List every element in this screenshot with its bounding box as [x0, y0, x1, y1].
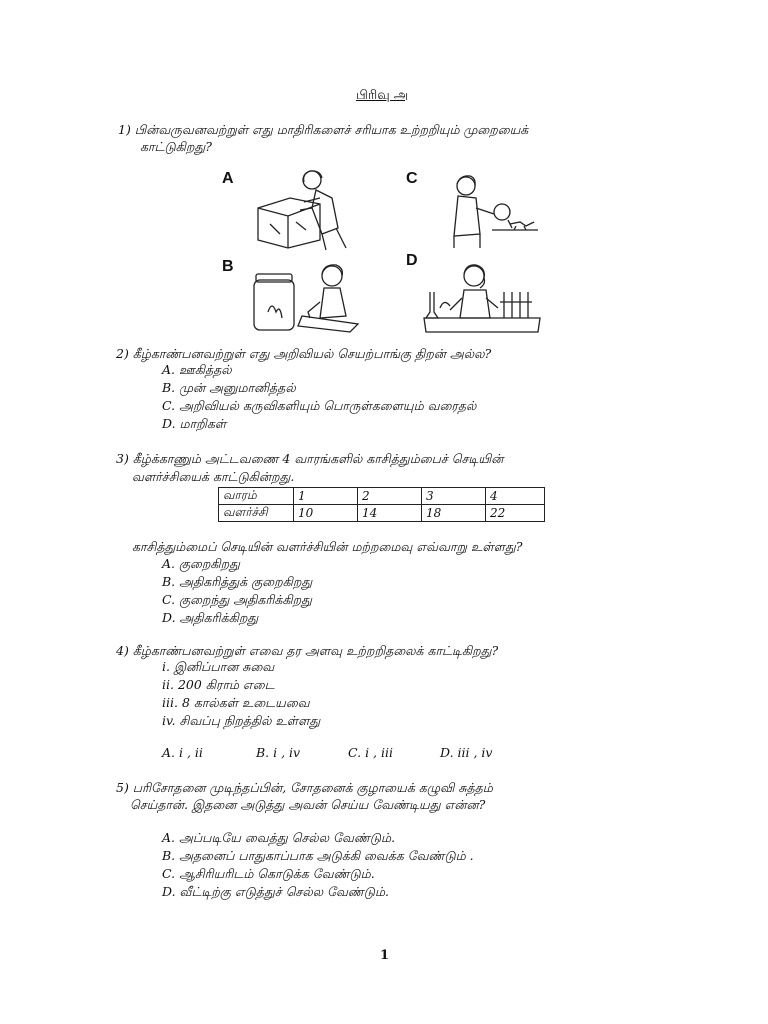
figure-label-b: B	[222, 258, 234, 275]
q5-option-a: A. அப்படியே வைத்து செல்ல வேண்டும்.	[162, 830, 396, 845]
q5-stem-line2: செய்தான். இதனை அடுத்து அவன் செய்ய வேண்டியது என்ன?	[130, 797, 486, 812]
q4-item-i: i. இனிப்பான சுவை	[162, 659, 275, 674]
table-cell: வாரம்	[219, 488, 294, 505]
q5-option-d: D. வீட்டிற்கு எடுத்துச் செல்ல வேண்டும்.	[162, 884, 389, 899]
table-row	[219, 505, 545, 522]
q5-option-c: C. ஆசிரியரிடம் கொடுக்க வேண்டும்.	[162, 866, 375, 881]
table-cell: 2	[358, 488, 422, 505]
q4-choice-c: C. i , iii	[348, 745, 393, 760]
illustration-d	[420, 262, 544, 342]
q4-item-iii: iii. 8 கால்கள் உடையவை	[162, 695, 310, 710]
q5-stem-line1: 5) பரிசோதனை முடிந்தப்பின், சோதனைக் குழாயைக் கழுவி சுத்தம்	[116, 780, 493, 795]
table-cell: வளர்ச்சி	[219, 505, 294, 522]
table-cell: 14	[358, 505, 422, 522]
table-cell: 18	[422, 505, 486, 522]
q2-stem: 2) கீழ்காண்பனவற்றுள் எது அறிவியல் செயற்பாங்கு திறன் அல்ல?	[116, 346, 492, 361]
q4-item-iv: iv. சிவப்பு நிறத்தில் உள்ளது	[162, 713, 321, 728]
q1-stem-line1: 1) பின்வருவனவற்றுள் எது மாதிரிகளைச் சரியாக உற்றறியும் முறையைக்	[118, 122, 529, 137]
q5-option-b: B. அதனைப் பாதுகாப்பாக அடுக்கி வைக்க வேண்டும் .	[162, 848, 474, 863]
table-row	[219, 488, 545, 505]
q3-stem-line1: 3) கீழ்க்காணும் அட்டவணை 4 வாரங்களில் காசித்தும்பைச் செடியின்	[116, 451, 504, 466]
q2-option-a: A. ஊகித்தல்	[162, 362, 232, 377]
table-cell: 22	[486, 505, 545, 522]
section-title: பிரிவு அ	[356, 88, 409, 103]
figure-label-d: D	[406, 252, 418, 269]
q3-option-d: D. அதிகரிக்கிறது	[162, 610, 259, 625]
table-cell: 10	[294, 505, 358, 522]
figure-label-a: A	[222, 170, 234, 187]
q3-option-b: B. அதிகரித்துக் குறைகிறது	[162, 574, 313, 589]
figure-label-c: C	[406, 170, 418, 187]
growth-table	[218, 487, 545, 522]
q2-option-c: C. அறிவியல் கருவிகளியும் பொருள்களையும் வரைதல்	[162, 398, 477, 413]
q2-option-b: B. முன் அனுமானித்தல்	[162, 380, 296, 395]
page-number: 1	[380, 948, 390, 963]
q1-stem-line2: காட்டுகிறது?	[140, 139, 212, 154]
table-cell: 1	[294, 488, 358, 505]
q4-choice-b: B. i , iv	[256, 745, 301, 760]
q2-option-d: D. மாறிகள்	[162, 416, 227, 431]
q3-option-a: A. குறைகிறது	[162, 556, 240, 571]
q4-choice-d: D. iii , iv	[440, 745, 493, 760]
illustration-a	[250, 168, 360, 253]
q3-stem-line2: வளர்ச்சியைக் காட்டுகின்றது.	[132, 469, 295, 484]
illustration-b	[250, 260, 360, 338]
q4-stem: 4) கீழ்காண்பனவற்றுள் எவை தர அளவு உற்றறிதலைக் காட்டிகிறது?	[116, 643, 499, 658]
q4-choice-a: A. i , ii	[162, 745, 203, 760]
q3-option-c: C. குறைந்து அதிகரிக்கிறது	[162, 592, 312, 607]
table-cell: 3	[422, 488, 486, 505]
illustration-c	[440, 172, 540, 250]
q3-question: காசித்தும்மைப் செடியின் வளர்ச்சியின் மற்றமைவு எவ்வாறு உள்ளது?	[132, 539, 523, 554]
table-cell: 4	[486, 488, 545, 505]
q4-item-ii: ii. 200 கிராம் எடை	[162, 677, 275, 692]
